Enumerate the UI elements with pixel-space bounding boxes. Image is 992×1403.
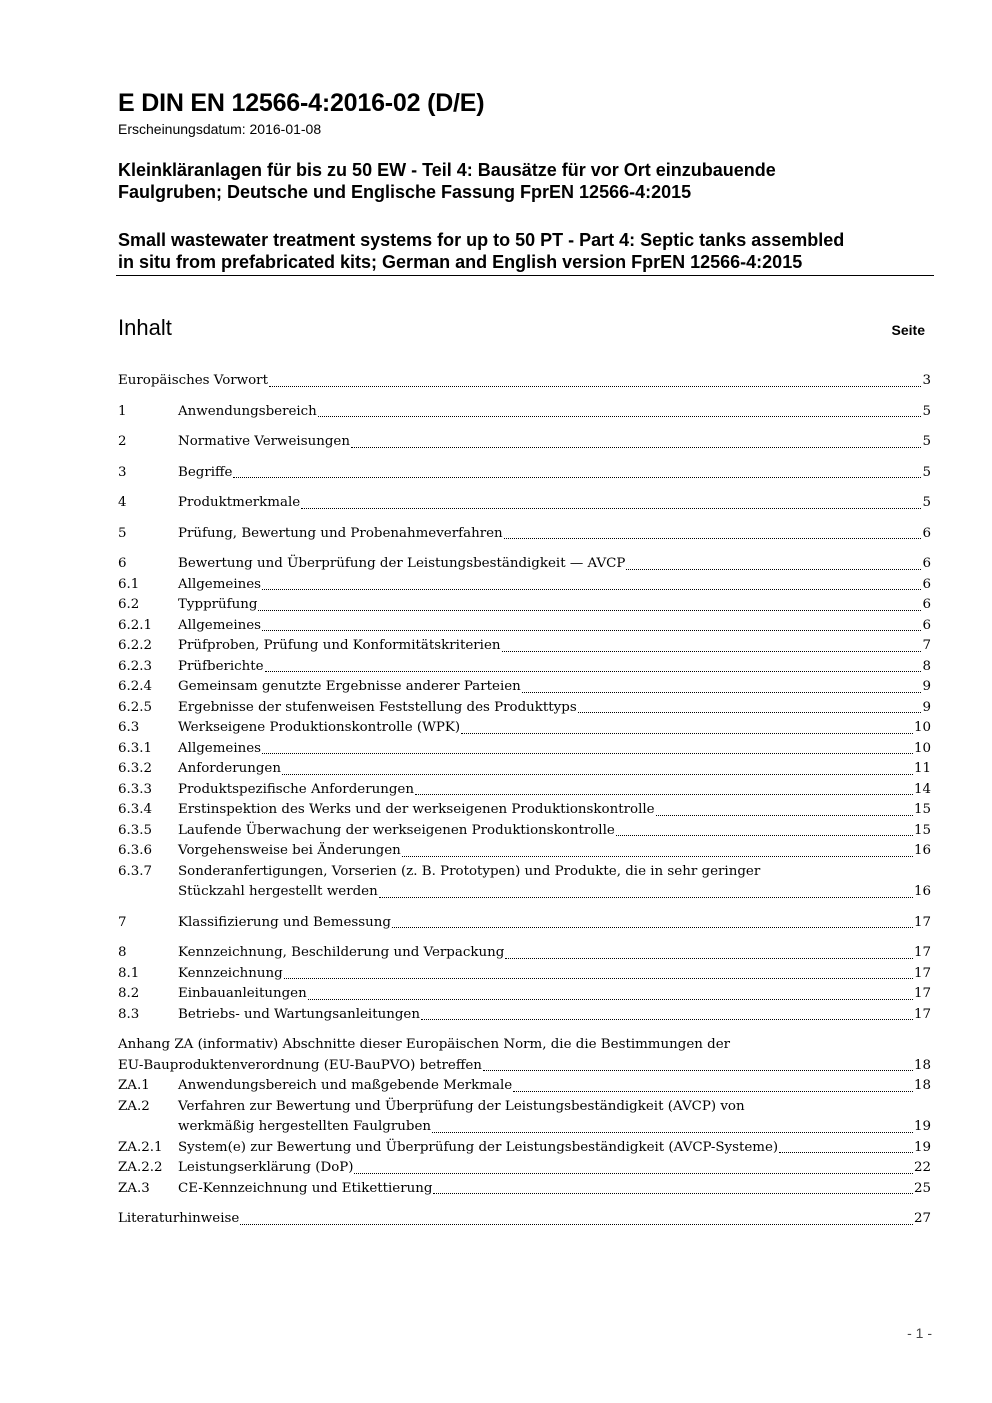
toc-entry-page: 25 bbox=[913, 1180, 931, 1196]
toc-entry-line bbox=[178, 677, 931, 698]
toc-dot-leader bbox=[578, 711, 922, 713]
toc-dot-leader bbox=[318, 415, 922, 417]
toc-entry-body bbox=[178, 463, 931, 484]
toc-entry-body bbox=[178, 1158, 931, 1179]
toc-entry-line bbox=[178, 463, 931, 484]
toc-entry-body bbox=[178, 1138, 931, 1159]
toc-entry-page: 17 bbox=[913, 914, 931, 930]
toc-entry-title: Einbauanleitungen bbox=[178, 986, 307, 1001]
toc-entry-title: System(e) zur Bewertung und Überprüfung der Leistungsbeständigkeit (AVCP-Systeme) bbox=[178, 1139, 779, 1155]
toc-dot-leader bbox=[461, 732, 913, 734]
toc-entry-number: 8.1 bbox=[118, 965, 140, 981]
toc-entry-title: Anhang ZA (informativ) Abschnitte dieser Europäischen Norm, die die Bestimmungen der bbox=[118, 1037, 731, 1052]
toc-entry-title: Allgemeines bbox=[178, 576, 262, 592]
toc-entry-line bbox=[178, 493, 931, 514]
toc-dot-leader bbox=[513, 1090, 913, 1092]
toc-entry-title: Prüfberichte bbox=[178, 658, 264, 674]
toc-entry-title: Kennzeichnung bbox=[178, 965, 283, 981]
toc-dot-leader bbox=[392, 926, 913, 928]
toc-entry-body bbox=[178, 554, 931, 575]
toc-entry-number: 6.3.6 bbox=[118, 843, 153, 858]
toc-entry-title: Ergebnisse der stufenweisen Feststellung des Produkttyps bbox=[178, 699, 577, 715]
title-english-line: Small wastewater treatment systems for up to 50 PT - Part 4: Septic tanks assembled bbox=[118, 230, 845, 250]
toc-entry-line bbox=[178, 616, 931, 637]
toc-entry-title: Typprüfung bbox=[178, 597, 258, 612]
toc-entry-title: Bewertung und Überprüfung der Leistungsbeständigkeit — AVCP bbox=[178, 556, 626, 571]
toc-entry-page: 9 bbox=[922, 679, 931, 694]
toc-entry-title: Produktspezifische Anforderungen bbox=[178, 781, 414, 797]
toc-entry[interactable] bbox=[118, 1179, 931, 1200]
toc-entry[interactable] bbox=[118, 800, 931, 821]
toc-dot-leader bbox=[433, 1192, 913, 1194]
toc-entry[interactable] bbox=[118, 1158, 931, 1179]
toc-entry-title: Anwendungsbereich und maßgebende Merkmale bbox=[178, 1078, 513, 1093]
toc-entry-line bbox=[178, 402, 931, 423]
toc-entry-body bbox=[178, 759, 931, 780]
toc-entry[interactable] bbox=[118, 595, 931, 616]
toc-entry-page: 6 bbox=[922, 597, 931, 612]
toc-entry-line bbox=[178, 821, 931, 842]
title-german-line: Kleinkläranlagen für bis zu 50 EW - Teil 4: Bausätze für vor Ort einzubauende bbox=[118, 160, 776, 180]
toc-entry-title: Klassifizierung und Bemessung bbox=[178, 914, 391, 930]
toc-dot-leader bbox=[421, 1018, 913, 1020]
toc-entry-body bbox=[178, 677, 931, 698]
toc-dot-leader bbox=[284, 977, 913, 979]
toc-entry-page: 17 bbox=[913, 1006, 931, 1022]
toc-entry-number: 6.2.5 bbox=[118, 699, 153, 715]
toc-entry[interactable] bbox=[118, 1076, 931, 1097]
toc-dot-leader bbox=[258, 609, 921, 611]
toc-dot-leader bbox=[616, 834, 913, 836]
toc-entry-line bbox=[178, 657, 931, 678]
toc-dot-leader bbox=[779, 1151, 913, 1153]
page-number: - 1 - bbox=[907, 1325, 932, 1341]
toc-entry-number: ZA.2.1 bbox=[118, 1139, 163, 1155]
toc-entry-number: 6.2.3 bbox=[118, 658, 153, 674]
toc-entry-page: 17 bbox=[913, 965, 931, 981]
toc-entry-body bbox=[178, 698, 931, 719]
toc-entry-page: 19 bbox=[913, 1139, 931, 1155]
toc-entry-title: Erstinspektion des Werks und der werkseigenen Produktionskontrolle bbox=[178, 802, 655, 817]
title-english-line: in situ from prefabricated kits; German and English version FprEN 12566-4:2015 bbox=[118, 252, 803, 272]
toc-entry-page: 14 bbox=[913, 781, 931, 797]
toc-entry[interactable] bbox=[118, 432, 931, 453]
toc-entry-page: 8 bbox=[922, 658, 931, 674]
toc-entry-line bbox=[178, 1138, 931, 1159]
toc-entry-line bbox=[178, 964, 931, 985]
toc-entry[interactable] bbox=[118, 463, 931, 484]
toc-entry-page: 10 bbox=[913, 740, 931, 756]
toc-entry-title: Anforderungen bbox=[178, 761, 281, 776]
toc-dot-leader bbox=[354, 1172, 912, 1174]
toc-entry-line bbox=[178, 800, 931, 821]
toc-entry-number: 5 bbox=[118, 525, 127, 541]
toc-entry-page: 18 bbox=[913, 1057, 931, 1073]
toc-entry-line bbox=[178, 1179, 931, 1200]
toc-entry-number: 6.3.1 bbox=[118, 740, 153, 756]
toc-entry-body bbox=[178, 841, 931, 862]
publication-date: Erscheinungsdatum: 2016-01-08 bbox=[118, 121, 322, 137]
toc-dot-leader bbox=[432, 1131, 913, 1133]
toc-dot-leader bbox=[308, 998, 913, 1000]
toc-entry-title: Betriebs- und Wartungsanleitungen bbox=[178, 1006, 420, 1022]
toc-entry-line bbox=[178, 1117, 931, 1138]
toc-dot-leader bbox=[656, 814, 913, 816]
toc-entry-page: 27 bbox=[913, 1211, 931, 1226]
toc-entry[interactable] bbox=[118, 759, 931, 780]
toc-entry-line bbox=[178, 984, 931, 1005]
toc-entry[interactable] bbox=[118, 1097, 931, 1138]
toc-entry[interactable] bbox=[118, 677, 931, 698]
toc-entry[interactable] bbox=[118, 616, 931, 637]
toc-entry-title: Stückzahl hergestellt werden bbox=[178, 884, 378, 899]
toc-entry[interactable] bbox=[118, 636, 931, 657]
page-column-label: Seite bbox=[891, 322, 925, 338]
toc-entry-number: 6.3 bbox=[118, 720, 140, 735]
toc-dot-leader bbox=[262, 629, 921, 631]
toc-dot-leader bbox=[262, 752, 913, 754]
toc-entry[interactable] bbox=[118, 1138, 931, 1159]
toc-entry-page: 6 bbox=[922, 556, 931, 571]
toc-entry[interactable] bbox=[118, 657, 931, 678]
toc-entry-line bbox=[178, 636, 931, 657]
toc-entry-number: 3 bbox=[118, 464, 127, 480]
toc-entry-page: 9 bbox=[922, 699, 931, 715]
title-english bbox=[118, 229, 938, 273]
toc-entry-page: 5 bbox=[922, 434, 931, 449]
toc-entry-title: Literaturhinweise bbox=[118, 1211, 240, 1226]
toc-dot-leader bbox=[402, 855, 913, 857]
toc-entry-title: Begriffe bbox=[178, 464, 233, 480]
toc-entry-number: 8.2 bbox=[118, 986, 140, 1001]
toc-entry-number: 6.2 bbox=[118, 597, 140, 612]
toc-entry-page: 6 bbox=[922, 525, 931, 541]
toc-entry-line bbox=[178, 882, 931, 903]
toc-entry-body bbox=[178, 821, 931, 842]
toc-entry-line bbox=[178, 698, 931, 719]
toc-entry[interactable] bbox=[118, 554, 931, 575]
toc-entry-line bbox=[118, 371, 931, 392]
toc-entry-body bbox=[178, 1097, 931, 1138]
toc-entry-title: Normative Verweisungen bbox=[178, 434, 350, 449]
toc-entry-page: 10 bbox=[913, 720, 931, 735]
toc-entry-body bbox=[178, 964, 931, 985]
toc-entry-body bbox=[118, 371, 931, 392]
toc-entry[interactable] bbox=[118, 780, 931, 801]
toc-entry[interactable] bbox=[118, 402, 931, 423]
toc-entry-number: 6.3.5 bbox=[118, 822, 153, 838]
toc-entry-body bbox=[178, 524, 931, 545]
toc-dot-leader bbox=[502, 650, 922, 652]
toc-entry-body bbox=[178, 493, 931, 514]
toc-entry-line bbox=[178, 524, 931, 545]
toc-entry-title: werkmäßig hergestellten Faulgruben bbox=[178, 1119, 432, 1134]
toc-entry-body bbox=[178, 657, 931, 678]
toc-entry-body bbox=[178, 636, 931, 657]
toc-entry-title: Sonderanfertigungen, Vorserien (z. B. Prototypen) und Produkte, die in sehr geringer bbox=[178, 863, 761, 879]
toc-entry[interactable] bbox=[118, 943, 931, 964]
document-id: E DIN EN 12566-4:2016-02 (D/E) bbox=[118, 89, 485, 117]
toc-entry-body bbox=[178, 943, 931, 964]
toc-dot-leader bbox=[262, 588, 921, 590]
toc-entry-title: Prüfproben, Prüfung und Konformitätskriterien bbox=[178, 638, 501, 653]
toc-entry-page: 5 bbox=[922, 495, 931, 510]
toc-entry-line bbox=[118, 1209, 931, 1230]
toc-entry[interactable] bbox=[118, 841, 931, 862]
toc-entry-page: 3 bbox=[922, 373, 931, 388]
toc-entry-page: 15 bbox=[913, 802, 931, 817]
toc-dot-leader bbox=[483, 1069, 913, 1071]
toc-entry-title: Laufende Überwachung der werkseigenen Produktionskontrolle bbox=[178, 822, 615, 838]
toc-entry-number: 4 bbox=[118, 495, 127, 510]
toc-entry-page: 5 bbox=[922, 403, 931, 419]
toc-entry-title: Kennzeichnung, Beschilderung und Verpackung bbox=[178, 945, 505, 960]
toc-entry-number: 2 bbox=[118, 434, 127, 449]
title-german-line: Faulgruben; Deutsche und Englische Fassung FprEN 12566-4:2015 bbox=[118, 182, 692, 202]
toc-entry-number: ZA.2 bbox=[118, 1098, 150, 1114]
toc-entry-line bbox=[178, 1076, 931, 1097]
toc-entry[interactable] bbox=[118, 913, 931, 934]
toc-entry-line bbox=[178, 432, 931, 453]
toc-entry-number: 6.2.1 bbox=[118, 617, 153, 633]
toc-dot-leader bbox=[240, 1223, 913, 1225]
toc-entry-line bbox=[178, 718, 931, 739]
toc-entry-number: 6.3.4 bbox=[118, 802, 153, 817]
toc-entry-number: 8.3 bbox=[118, 1006, 140, 1022]
toc-entry-line bbox=[178, 913, 931, 934]
toc-entry-body bbox=[178, 432, 931, 453]
toc-entry-page: 19 bbox=[913, 1119, 931, 1134]
toc-entry[interactable] bbox=[118, 718, 931, 739]
toc-entry[interactable] bbox=[118, 739, 931, 760]
toc-entry-line bbox=[178, 1158, 931, 1179]
toc-entry-page: 15 bbox=[913, 822, 931, 838]
toc-entry[interactable] bbox=[118, 493, 931, 514]
toc-entry-page: 16 bbox=[913, 843, 931, 858]
toc-entry-page: 7 bbox=[922, 638, 931, 653]
toc-entry-number: 6.3.2 bbox=[118, 761, 153, 776]
toc-entry[interactable] bbox=[118, 984, 931, 1005]
toc-entry-line bbox=[178, 554, 931, 575]
toc-entry-title: Verfahren zur Bewertung und Überprüfung der Leistungsbeständigkeit (AVCP) von bbox=[178, 1098, 745, 1114]
toc-dot-leader bbox=[282, 773, 913, 775]
toc-dot-leader bbox=[351, 446, 922, 448]
toc-dot-leader bbox=[379, 896, 913, 898]
toc-heading: Inhalt bbox=[118, 315, 172, 340]
toc-entry[interactable] bbox=[118, 524, 931, 545]
toc-entry-title: CE-Kennzeichnung und Etikettierung bbox=[178, 1180, 433, 1196]
toc-entry-body bbox=[178, 1005, 931, 1026]
toc-entry[interactable] bbox=[118, 575, 931, 596]
toc-dot-leader bbox=[415, 793, 913, 795]
toc-dot-leader bbox=[505, 957, 913, 959]
toc-entry-body bbox=[178, 718, 931, 739]
toc-entry-number: ZA.3 bbox=[118, 1180, 150, 1196]
toc-dot-leader bbox=[301, 507, 921, 509]
toc-dot-leader bbox=[504, 537, 922, 539]
toc-entry-body bbox=[178, 1179, 931, 1200]
toc-entry-body bbox=[178, 575, 931, 596]
toc-entry-page: 18 bbox=[913, 1078, 931, 1093]
toc-entry[interactable] bbox=[118, 964, 931, 985]
toc-entry-number: 6.3.3 bbox=[118, 781, 153, 797]
toc-entry-line bbox=[178, 575, 931, 596]
toc-entry-number: 6.2.4 bbox=[118, 679, 153, 694]
toc-entry-line bbox=[178, 739, 931, 760]
toc-entry-number: ZA.1 bbox=[118, 1078, 150, 1093]
toc-entry-page: 16 bbox=[913, 884, 931, 899]
toc-entry-body bbox=[178, 402, 931, 423]
toc-entry-body bbox=[118, 1035, 931, 1076]
toc-entry-page: 17 bbox=[913, 945, 931, 960]
toc-entry-body bbox=[118, 1209, 931, 1230]
toc-entry-line bbox=[178, 595, 931, 616]
toc-entry-title: EU-Bauproduktenverordnung (EU-BauPVO) betreffen bbox=[118, 1057, 482, 1073]
toc-entry-number: 6 bbox=[118, 556, 127, 571]
toc-entry-title: Vorgehensweise bei Änderungen bbox=[178, 843, 401, 858]
toc-entry-line bbox=[178, 841, 931, 862]
toc-entry-number: 7 bbox=[118, 914, 127, 930]
toc-entry-title: Prüfung, Bewertung und Probenahmeverfahren bbox=[178, 525, 503, 541]
toc-entry-body bbox=[178, 862, 931, 903]
toc-entry-body bbox=[178, 595, 931, 616]
toc-entry[interactable] bbox=[118, 821, 931, 842]
toc-entry[interactable] bbox=[118, 1209, 931, 1230]
toc-dot-leader bbox=[265, 670, 922, 672]
toc-dot-leader bbox=[626, 568, 921, 570]
toc-entry-body bbox=[178, 780, 931, 801]
toc-entry-page: 5 bbox=[922, 464, 931, 480]
toc-entry-number: 6.1 bbox=[118, 576, 140, 592]
toc-entry[interactable] bbox=[118, 371, 931, 392]
toc-entry-page: 6 bbox=[922, 576, 931, 592]
toc-entry-line bbox=[178, 759, 931, 780]
toc-dot-leader bbox=[269, 385, 922, 387]
header-divider bbox=[116, 275, 934, 276]
toc-entry-body bbox=[178, 1076, 931, 1097]
toc-dot-leader bbox=[522, 691, 922, 693]
toc-entry-body bbox=[178, 739, 931, 760]
table-of-contents bbox=[118, 371, 931, 1230]
toc-entry-title: Gemeinsam genutzte Ergebnisse anderer Parteien bbox=[178, 679, 521, 694]
toc-entry-line bbox=[178, 943, 931, 964]
toc-entry-number: ZA.2.2 bbox=[118, 1160, 163, 1175]
toc-entry-body bbox=[178, 913, 931, 934]
toc-entry-number: 1 bbox=[118, 403, 127, 419]
toc-entry-page: 22 bbox=[913, 1160, 931, 1175]
toc-entry-title: Leistungserklärung (DoP) bbox=[178, 1160, 354, 1175]
toc-entry-page: 6 bbox=[922, 617, 931, 633]
toc-entry-page: 17 bbox=[913, 986, 931, 1001]
toc-entry-title: Allgemeines bbox=[178, 740, 262, 756]
toc-entry[interactable] bbox=[118, 698, 931, 719]
toc-entry-title: Europäisches Vorwort bbox=[118, 373, 268, 388]
toc-dot-leader bbox=[233, 476, 921, 478]
toc-entry-line bbox=[118, 1056, 931, 1077]
toc-entry-line bbox=[178, 1005, 931, 1026]
toc-entry[interactable] bbox=[118, 1005, 931, 1026]
toc-entry-number: 8 bbox=[118, 945, 127, 960]
toc-entry[interactable] bbox=[118, 862, 931, 903]
toc-entry-body bbox=[178, 616, 931, 637]
toc-entry-body bbox=[178, 984, 931, 1005]
toc-entry-number: 6.3.7 bbox=[118, 863, 153, 879]
toc-entry-title: Werkseigene Produktionskontrolle (WPK) bbox=[178, 720, 461, 735]
toc-entry-title: Anwendungsbereich bbox=[178, 403, 317, 419]
toc-entry-title: Produktmerkmale bbox=[178, 495, 301, 510]
title-german bbox=[118, 159, 938, 203]
toc-entry-page: 11 bbox=[913, 761, 931, 776]
toc-entry-line bbox=[178, 780, 931, 801]
toc-entry-title: Allgemeines bbox=[178, 617, 262, 633]
toc-entry[interactable] bbox=[118, 1035, 931, 1076]
toc-entry-number: 6.2.2 bbox=[118, 638, 153, 653]
toc-entry-body bbox=[178, 800, 931, 821]
